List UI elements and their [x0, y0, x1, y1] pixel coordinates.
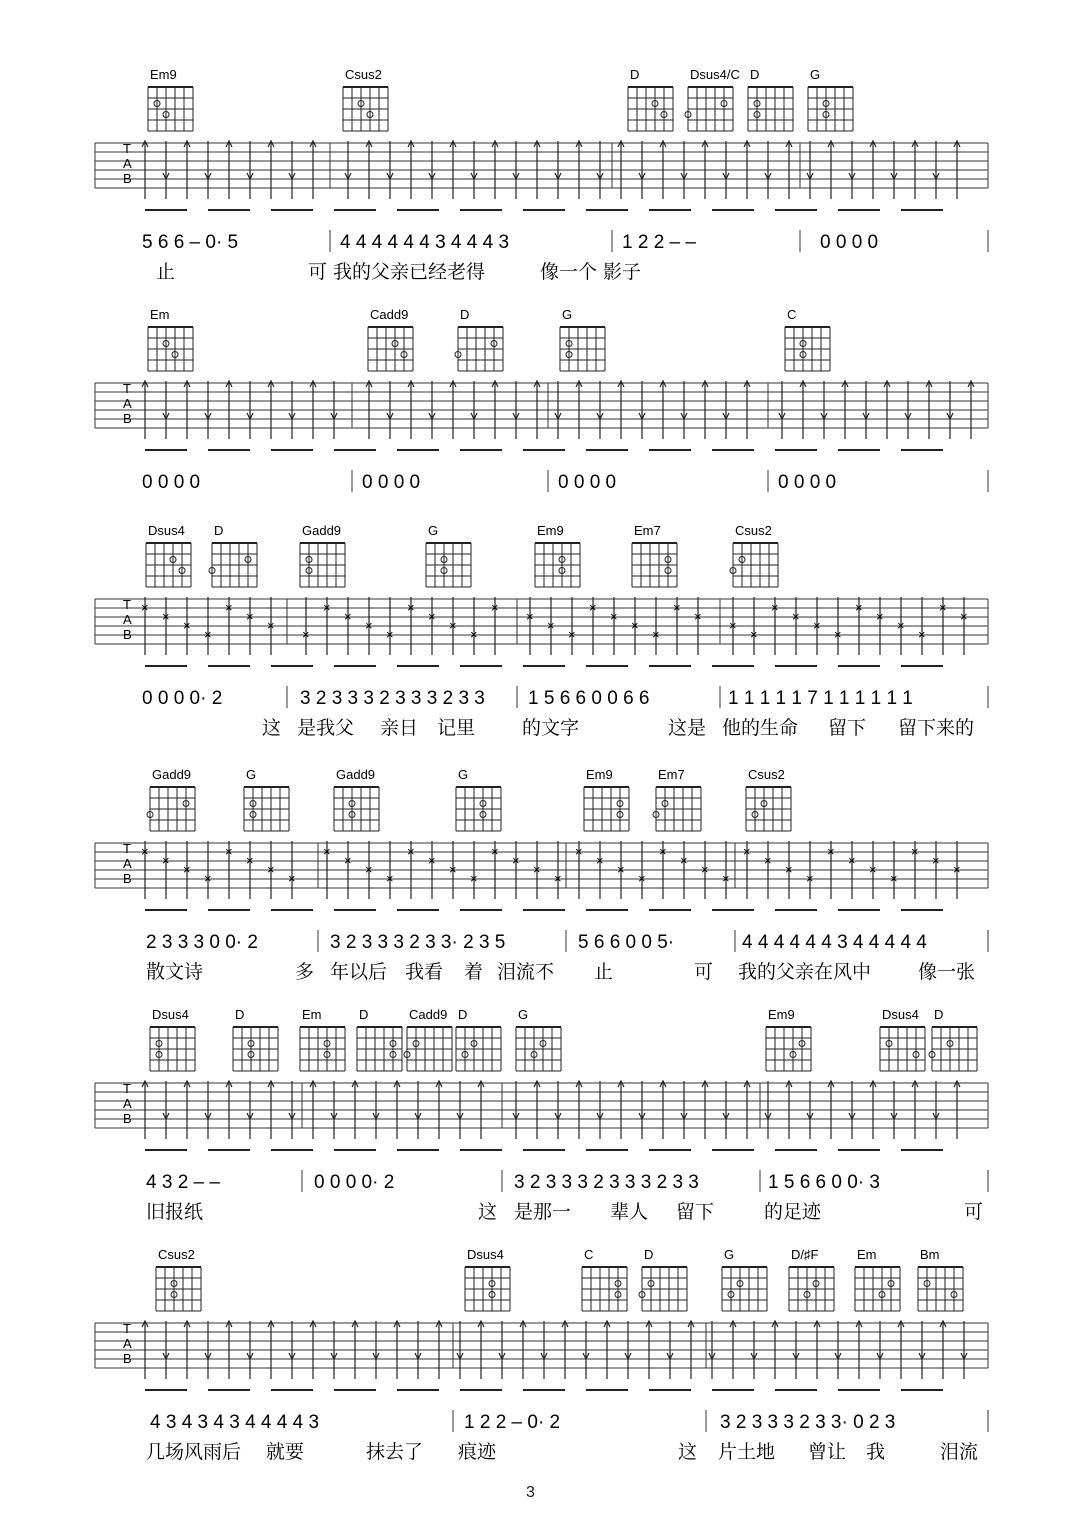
jianpu-measure: 0 0 0 0 [142, 472, 201, 493]
chord-name: G [562, 307, 573, 322]
jianpu-measure: 1 5 6 6 0 0· 3 [768, 1172, 880, 1193]
lyric: 我看 [405, 961, 444, 983]
lyric: 这 [262, 717, 282, 739]
muted-note: × [834, 627, 842, 642]
lyric: 曾让 [808, 1441, 847, 1463]
muted-note: × [204, 627, 212, 642]
tab-system [95, 767, 988, 983]
tab-letter: B [123, 1351, 132, 1366]
muted-note: × [652, 627, 660, 642]
muted-note: × [876, 609, 884, 624]
lyric: 抹去了 [366, 1441, 424, 1463]
muted-note: × [939, 600, 947, 615]
tab-letter: B [123, 171, 132, 186]
muted-note: × [568, 627, 576, 642]
jianpu-measure: 0 0 0 0 [362, 472, 421, 493]
chord-name: G [458, 767, 469, 782]
muted-note: × [449, 618, 457, 633]
muted-note: × [302, 627, 310, 642]
muted-note: × [344, 853, 352, 868]
chord-name: D [644, 1247, 654, 1262]
muted-note: × [267, 618, 275, 633]
jianpu-measure: 3 2 3 3 3 2 3 3 3 2 3 3 [514, 1172, 699, 1193]
muted-note: × [428, 853, 436, 868]
chord-name: Csus2 [735, 523, 772, 538]
chord-name: Gadd9 [152, 767, 192, 782]
jianpu-measure: 1 1 1 1 1 7 1 1 1 1 1 1 [728, 688, 913, 709]
lyric: 是那一 [514, 1201, 572, 1223]
tab-system [95, 67, 988, 283]
muted-note: × [344, 609, 352, 624]
lyric: 几场风雨后 [146, 1441, 242, 1463]
lyric: 年以后 [330, 961, 388, 983]
muted-note: × [813, 618, 821, 633]
lyric: 泪流 [940, 1441, 979, 1463]
tab-letter: T [123, 1081, 131, 1096]
lyric: 多 [295, 961, 315, 983]
muted-note: × [183, 618, 191, 633]
muted-note: × [575, 844, 583, 859]
chord-name: C [787, 307, 797, 322]
lyric: 我的父亲在风中 [738, 961, 872, 983]
muted-note: × [554, 871, 562, 886]
tab-letter: T [123, 381, 131, 396]
chord-name: D/♯F [791, 1247, 819, 1262]
muted-note: × [960, 609, 968, 624]
tab-letter: T [123, 1321, 131, 1336]
lyric: 泪流不 [497, 961, 555, 983]
tab-system [95, 1007, 988, 1223]
chord-name: Dsus4 [148, 523, 185, 538]
muted-note: × [323, 600, 331, 615]
lyric: 留下 [676, 1201, 715, 1223]
chord-name: Dsus4/C [690, 67, 740, 82]
lyric: 的足迹 [764, 1201, 822, 1223]
chord-name: D [750, 67, 760, 82]
muted-note: × [827, 844, 835, 859]
muted-note: × [659, 844, 667, 859]
chord-name: G [810, 67, 821, 82]
jianpu-measure: 3 2 3 3 3 2 3 3· 2 3 5 [330, 932, 506, 953]
muted-note: × [386, 627, 394, 642]
chord-name: Bm [920, 1247, 940, 1262]
jianpu-measure: 1 5 6 6 0 0 6 6 [528, 688, 650, 709]
muted-note: × [911, 844, 919, 859]
muted-note: × [162, 853, 170, 868]
lyric: 着 [464, 961, 484, 983]
muted-note: × [428, 609, 436, 624]
muted-note: × [512, 853, 520, 868]
chord-name: Em9 [768, 1007, 795, 1022]
tab-system [95, 1247, 988, 1463]
muted-note: × [596, 853, 604, 868]
lyric: 的文字 [522, 717, 580, 739]
chord-name: D [359, 1007, 369, 1022]
jianpu-measure: 1 2 2 – 0· 2 [464, 1412, 561, 1433]
chord-name: G [246, 767, 257, 782]
muted-note: × [267, 862, 275, 877]
chord-name: D [235, 1007, 245, 1022]
lyric: 可 我的父亲已经老得 [308, 261, 486, 283]
muted-note: × [722, 871, 730, 886]
muted-note: × [953, 862, 961, 877]
lyric: 可 [964, 1201, 984, 1223]
chord-name: D [934, 1007, 944, 1022]
muted-note: × [323, 844, 331, 859]
muted-note: × [589, 600, 597, 615]
chord-name: Em7 [634, 523, 661, 538]
muted-note: × [617, 862, 625, 877]
muted-note: × [449, 862, 457, 877]
muted-note: × [750, 627, 758, 642]
muted-note: × [407, 600, 415, 615]
lyric: 我 [866, 1441, 886, 1463]
muted-note: × [638, 871, 646, 886]
jianpu-measure: 4 3 2 – – [146, 1172, 220, 1193]
chord-name: Dsus4 [882, 1007, 919, 1022]
lyric: 痕迹 [458, 1441, 497, 1463]
page-number: 3 [526, 1484, 535, 1501]
tab-letter: A [123, 612, 132, 627]
lyric: 就要 [266, 1441, 305, 1463]
muted-note: × [365, 862, 373, 877]
lyric: 这是 [668, 717, 707, 739]
chord-name: Em [857, 1247, 877, 1262]
lyric: 散文诗 [146, 961, 204, 983]
lyric: 是我父 [297, 717, 355, 739]
tab-letter: T [123, 841, 131, 856]
muted-note: × [631, 618, 639, 633]
muted-note: × [547, 618, 555, 633]
muted-note: × [288, 871, 296, 886]
muted-note: × [701, 862, 709, 877]
lyric: 像一个 影子 [540, 261, 642, 283]
jianpu-measure: 0 0 0 0 [558, 472, 617, 493]
muted-note: × [890, 871, 898, 886]
chord-name: Em9 [150, 67, 177, 82]
lyric: 像一张 [918, 961, 976, 983]
tab-letter: B [123, 871, 132, 886]
chord-name: D [460, 307, 470, 322]
tab-letter: B [123, 1111, 132, 1126]
muted-note: × [407, 844, 415, 859]
muted-note: × [610, 609, 618, 624]
chord-name: G [724, 1247, 735, 1262]
muted-note: × [225, 600, 233, 615]
lyric: 片土地 [718, 1441, 776, 1463]
jianpu-measure: 4 4 4 4 4 4 3 4 4 4 4 4 [742, 932, 927, 953]
lyric: 记里 [437, 717, 476, 739]
muted-note: × [246, 609, 254, 624]
jianpu-measure: 0 0 0 0 [820, 232, 879, 253]
muted-note: × [771, 600, 779, 615]
tab-system [95, 523, 988, 739]
tab-letter: T [123, 141, 131, 156]
muted-note: × [869, 862, 877, 877]
muted-note: × [365, 618, 373, 633]
jianpu-measure: 4 3 4 3 4 3 4 4 4 4 3 [150, 1412, 320, 1433]
muted-note: × [162, 609, 170, 624]
chord-name: Csus2 [158, 1247, 195, 1262]
chord-name: Em9 [537, 523, 564, 538]
tab-letter: A [123, 1336, 132, 1351]
chord-name: Gadd9 [302, 523, 342, 538]
muted-note: × [848, 853, 856, 868]
jianpu-measure: 2 3 3 3 0 0· 2 [146, 932, 258, 953]
muted-note: × [764, 853, 772, 868]
muted-note: × [470, 871, 478, 886]
jianpu-measure: 0 0 0 0· 2 [314, 1172, 395, 1193]
muted-note: × [386, 871, 394, 886]
lyric: 这 [678, 1441, 698, 1463]
chord-name: G [518, 1007, 529, 1022]
jianpu-measure: 1 2 2 – – [622, 232, 696, 253]
muted-note: × [225, 844, 233, 859]
chord-name: Csus2 [345, 67, 382, 82]
tab-letter: A [123, 156, 132, 171]
muted-note: × [806, 871, 814, 886]
muted-note: × [491, 600, 499, 615]
muted-note: × [729, 618, 737, 633]
chord-name: C [584, 1247, 594, 1262]
muted-note: × [246, 853, 254, 868]
jianpu-measure: 3 2 3 3 3 2 3 3· 0 2 3 [720, 1412, 896, 1433]
tab-letter: T [123, 597, 131, 612]
lyric: 止 [156, 261, 176, 283]
chord-name: D [458, 1007, 468, 1022]
lyric: 留下 [828, 717, 867, 739]
muted-note: × [932, 853, 940, 868]
chord-name: D [630, 67, 640, 82]
muted-note: × [491, 844, 499, 859]
lyric: 亲日 [380, 717, 419, 739]
muted-note: × [141, 844, 149, 859]
jianpu-measure: 3 2 3 3 3 2 3 3 3 2 3 3 [300, 688, 485, 709]
chord-name: D [214, 523, 224, 538]
lyric: 可 [694, 961, 714, 983]
muted-note: × [533, 862, 541, 877]
lyric: 止 [594, 961, 614, 983]
chord-name: Cadd9 [370, 307, 409, 322]
lyric: 留下来的 [898, 717, 975, 739]
chord-name: Gadd9 [336, 767, 376, 782]
chord-name: Dsus4 [152, 1007, 189, 1022]
chord-name: Em9 [586, 767, 613, 782]
muted-note: × [785, 862, 793, 877]
chord-name: G [428, 523, 439, 538]
muted-note: × [470, 627, 478, 642]
chord-name: Csus2 [748, 767, 785, 782]
muted-note: × [694, 609, 702, 624]
chord-name: Dsus4 [467, 1247, 504, 1262]
tab-letter: B [123, 627, 132, 642]
lyric: 这 [478, 1201, 498, 1223]
tab-letter: A [123, 1096, 132, 1111]
muted-note: × [680, 853, 688, 868]
muted-note: × [526, 609, 534, 624]
chord-name: Em7 [658, 767, 685, 782]
muted-note: × [855, 600, 863, 615]
jianpu-measure: 5 6 6 0 0 5· [578, 932, 675, 953]
tab-letter: A [123, 856, 132, 871]
lyric: 辈人 [610, 1201, 649, 1223]
lyric: 旧报纸 [146, 1201, 204, 1223]
muted-note: × [743, 844, 751, 859]
muted-note: × [918, 627, 926, 642]
tab-letter: A [123, 396, 132, 411]
chord-name: Em [150, 307, 170, 322]
tab-letter: B [123, 411, 132, 426]
muted-note: × [897, 618, 905, 633]
tab-system [95, 307, 988, 493]
muted-note: × [141, 600, 149, 615]
muted-note: × [792, 609, 800, 624]
muted-note: × [204, 871, 212, 886]
lyric: 他的生命 [722, 717, 799, 739]
muted-note: × [183, 862, 191, 877]
jianpu-measure: 5 6 6 – 0· 5 [142, 232, 239, 253]
jianpu-measure: 4 4 4 4 4 4 3 4 4 4 3 [340, 232, 510, 253]
chord-name: Em [302, 1007, 322, 1022]
muted-note: × [673, 600, 681, 615]
jianpu-measure: 0 0 0 0· 2 [142, 688, 223, 709]
jianpu-measure: 0 0 0 0 [778, 472, 837, 493]
chord-name: Cadd9 [409, 1007, 448, 1022]
